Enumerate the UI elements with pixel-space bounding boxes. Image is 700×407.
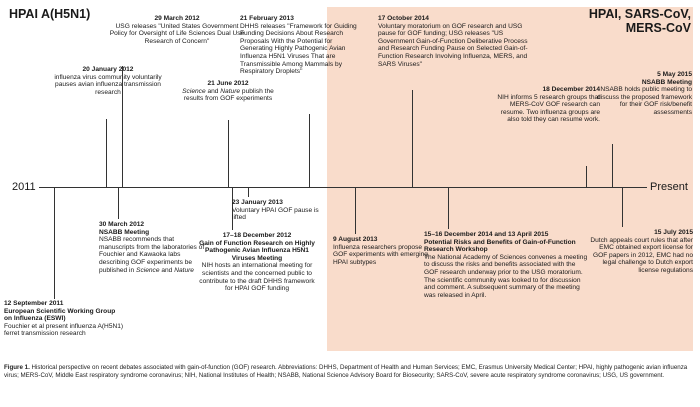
event-date: 15 July 2015 <box>654 229 693 236</box>
tick-jan-2013 <box>248 187 249 197</box>
tick-feb-2013 <box>309 114 310 187</box>
year-start-label: 2011 <box>12 181 36 193</box>
event-aug-2013 <box>333 236 437 266</box>
event-body <box>99 236 209 274</box>
tick-aug-2013 <box>355 187 356 234</box>
event-jan-2012 <box>52 66 164 96</box>
timeline-axis <box>39 187 647 188</box>
event-body-text: NSABB recommends that manuscripts from the laboratories of Fouchier and Kawaoka labs describing GOF experiments be published in <box>99 236 205 274</box>
event-body: Voluntary moratorium on GOF research and USG pause for GOF funding; USG releases "US Government Gain-of-Function Deliberative Process and Research Funding Pause on Selected Gain-of-Function Research Involving Influenza, MERS, and SARS Viruses" <box>378 22 528 68</box>
event-body: NSABB holds public meeting to discuss the proposed framework for their GOF risk/benefit assessments <box>597 86 692 116</box>
event-body: USG releases "United States Government Policy for Oversight of Life Sciences Dual Use Research of Concern" <box>109 22 245 45</box>
event-sep-2011 <box>4 300 124 338</box>
event-date: 29 March 2012 <box>154 15 200 22</box>
tick-sep-2011 <box>54 187 55 299</box>
event-date: 21 February 2013 <box>240 15 294 22</box>
event-date: 23 January 2013 <box>232 199 283 206</box>
journal-science: Science <box>136 266 160 274</box>
event-body: NIH informs 5 research groups that MERS-CoV GOF research can resume. Two influenza groups are also told they can resume work. <box>497 93 600 124</box>
event-may-2015 <box>588 71 692 117</box>
event-feb-2013 <box>240 15 364 76</box>
journal-science: Science <box>182 87 206 95</box>
tick-may-2015 <box>612 144 613 187</box>
event-date: 20 January 2012 <box>82 66 134 73</box>
year-end-label: Present <box>650 181 688 193</box>
journal-nature: Nature <box>220 87 241 95</box>
journal-nature: Nature <box>174 266 194 274</box>
tick-mar-2012-nsabb <box>118 187 119 219</box>
event-body: Voluntary HPAI GOF pause is lifted <box>232 206 319 222</box>
event-body: influenza virus community voluntarily pauses avian influenza transmission research <box>54 73 162 96</box>
event-body: Dutch appeals court rules that after EMC obtained export license for GOF papers in 2012, EMC had no legal challenge to Dutch export license regulations <box>590 236 693 274</box>
event-dec-2012 <box>196 232 318 293</box>
event-body: DHHS releases "Framework for Guiding Funding Decisions About Research Proposals With the Potential for Generating Highly Pathogenic Avian Influenza H5N1 Viruses That are Transmissible Among Mammals by Respiratory Droplets" <box>240 22 357 76</box>
conjunction: and <box>205 87 221 95</box>
event-title: NSABB Meeting <box>641 78 692 86</box>
event-mar-2012-usg <box>108 15 246 45</box>
event-date: 17–18 December 2012 <box>222 232 292 239</box>
event-jul-2015 <box>590 229 693 275</box>
tick-oct-2014 <box>412 90 413 187</box>
event-date: 21 June 2012 <box>207 80 249 87</box>
event-title: Potential Risks and Benefits of Gain-of-Function Research Workshop <box>424 238 576 254</box>
tick-jan-2012 <box>106 119 107 187</box>
event-title: Gain of Function Research on Highly Pathogenic Avian Influenza H5N1 Viruses Meeting <box>199 239 315 262</box>
event-body: NIH hosts an international meeting for scientists and the concerned public to contribute to the draft DHHS framework for HPAI GOF funding <box>199 262 315 293</box>
conjunction: and <box>159 266 175 274</box>
event-date: 18 December 2014 <box>542 86 600 93</box>
tick-jun-2012 <box>228 120 229 187</box>
event-jan-2013 <box>232 199 322 222</box>
event-date: 9 August 2013 <box>333 236 378 243</box>
event-body-rest: publish the results from GOF experiments <box>183 87 274 103</box>
tick-dec-2014 <box>586 166 587 187</box>
caption-label: Figure 1. <box>4 364 30 371</box>
event-body: Influenza researchers propose GOF experiments with emerging HPAI subtypes <box>333 243 428 266</box>
event-mar-2012-nsabb <box>99 221 209 274</box>
event-date: 5 May 2015 <box>657 71 692 78</box>
era-title-left: HPAI A(H5N1) <box>9 7 91 21</box>
event-date: 12 September 2011 <box>4 300 64 307</box>
event-body <box>176 88 280 103</box>
figure-caption <box>4 364 696 380</box>
event-date: 15–16 December 2014 and 13 April 2015 <box>424 231 549 238</box>
tick-jul-2015 <box>622 187 623 227</box>
event-date: 17 October 2014 <box>378 15 429 22</box>
event-dec-2014-apr-2015 <box>424 231 590 299</box>
event-oct-2014 <box>378 15 536 68</box>
event-body: Fouchier et al present influenza A(H5N1) ferret transmission research <box>4 322 124 338</box>
event-date: 30 March 2012 <box>99 221 145 228</box>
event-jun-2012 <box>176 80 280 103</box>
caption-text: Historical perspective on recent debates associated with gain-of-function (GOF) research. Abbreviations: DHHS, Department of Health and Human Services; EMC, Erasmus University Medical Center; HPAI, highly pathogenic avian influenza virus; MERS-CoV, Middle East respiratory syndrome coronavirus; NIH, National Institutes of Health; NSABB, National Science Advisory Board for Biosecurity; SARS-CoV, severe acute respiratory syndrome coronavirus; USG, US government. <box>4 364 688 379</box>
event-title: European Scientific Working Group on Influenza (ESWI) <box>4 307 116 323</box>
event-dec-2014 <box>488 86 600 124</box>
tick-dec-2014-apr-2015 <box>448 187 449 229</box>
event-body: The National Academy of Sciences convenes a meeting to discuss the risks and benefits associated with the GOF research underway prior to the USG moratorium. The scientific community was looked to for discussion and comment. A subsequent summary of the meeting was released in April. <box>424 253 588 299</box>
tick-mar-2012-usg <box>122 66 123 187</box>
era-title-right: HPAI, SARS-CoV, MERS-CoV <box>588 7 691 35</box>
event-title: NSABB Meeting <box>99 228 150 236</box>
